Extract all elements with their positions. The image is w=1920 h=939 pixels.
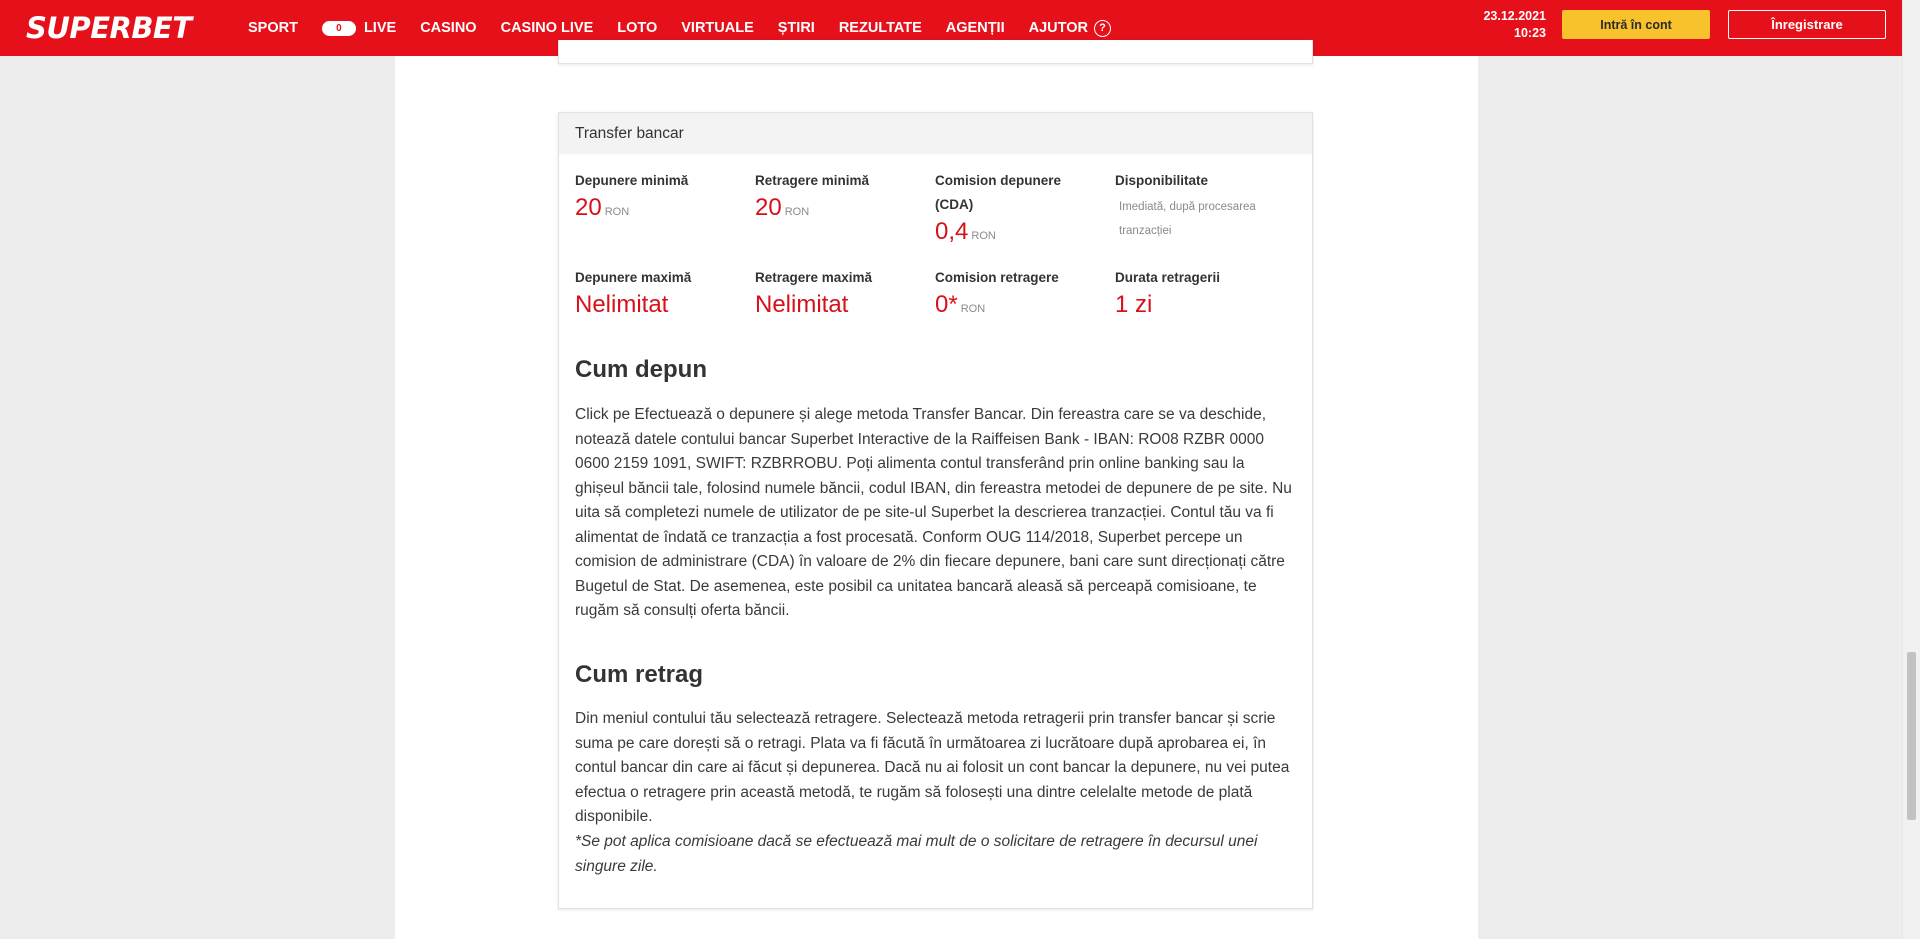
nav-casino-live[interactable]: CASINO LIVE [500,20,594,36]
max-withdraw-value: Nelimitat [755,291,849,318]
min-deposit-label: Depunere minimă [575,173,689,188]
min-deposit-value-row [575,193,745,227]
deposit-fee-stat [935,169,1085,251]
nav-ajutor-label: AJUTOR [1028,20,1088,36]
min-withdraw-label: Retragere minimă [755,173,870,188]
withdraw-fee-value: 0* [935,291,958,318]
nav-loto[interactable]: LOTO [617,20,658,36]
max-withdraw-stat [755,266,925,320]
current-time: 10:23 [1514,26,1546,40]
deposit-fee-label: Comision depunere (CDA) [935,173,1062,212]
withdraw-duration-stat [1115,266,1285,320]
withdraw-fee-note: *Se pot aplica comisioane dacă se efectuează mai mult de o solicitare de retragere în decursul unei singure zile. [575,833,1258,875]
scrollbar-thumb[interactable] [1907,652,1916,820]
withdraw-fee-unit: RON [960,303,986,315]
min-deposit-stat [575,169,745,227]
availability-stat [1115,169,1290,243]
nav-live[interactable] [322,20,396,36]
date-time-display [1460,8,1546,42]
nav-rezultate[interactable]: REZULTATE [838,20,922,36]
max-withdraw-label: Retragere maximă [755,270,873,285]
nav-live-label: LIVE [363,20,397,36]
payment-method-card [558,112,1313,909]
min-withdraw-stat [755,169,925,227]
nav-stiri[interactable]: ȘTIRI [777,20,815,36]
nav-virtuale[interactable]: VIRTUALE [681,20,754,36]
max-deposit-value: Nelimitat [575,291,669,318]
current-date: 23.12.2021 [1483,9,1546,23]
payment-method-title: Transfer bancar [559,113,1312,154]
help-icon: ? [1094,20,1111,37]
min-withdraw-value-row [755,193,925,227]
superbet-logo[interactable]: SUPERBET [26,11,192,45]
withdraw-fee-label: Comision retragere [935,270,1059,285]
withdraw-fee-value-row [935,290,1105,324]
max-deposit-stat [575,266,745,320]
withdraw-duration-label: Durata retragerii [1115,270,1221,285]
withdraw-section-title: Cum retrag [575,661,704,688]
min-deposit-value: 20 [575,194,602,221]
nav-sport[interactable]: SPORT [248,20,298,36]
availability-value: Imediată, după procesarea tranzacției [1119,201,1256,237]
previous-payment-card [558,40,1313,64]
availability-label: Disponibilitate [1115,173,1209,188]
deposit-section-title: Cum depun [575,356,707,383]
withdraw-fee-stat [935,266,1105,324]
withdraw-instructions: Din meniul contului tău selectează retragere. Selectează metoda retragerii prin transfer bancar și scrie suma pe care dorești să o retragi. Plata va fi făcută în următoarea zi lucrătoare după aprobarea ei, în contul bancar din care ai făcut și depunerea. Dacă nu ai folosit un cont bancar la depunere, nu vei putea efectua o retragere prin această metodă, te rugăm să folosești una dintre celelalte metode de plată disponibile. [575,710,1290,825]
deposit-fee-unit: RON [971,230,996,242]
live-count-badge: 0 [322,21,356,36]
nav-agentii[interactable]: AGENȚII [945,20,1005,36]
nav-casino[interactable]: CASINO [420,20,477,36]
deposit-fee-value: 0,4 [935,218,969,245]
nav-ajutor[interactable] [1029,20,1111,37]
deposit-fee-value-row [935,217,1085,251]
min-withdraw-value: 20 [755,194,782,221]
register-button[interactable]: Înregistrare [1728,10,1886,39]
deposit-instructions: Click pe Efectuează o depunere și alege metoda Transfer Bancar. Din fereastra care se va deschide, notează datele contului bancar Superbet Interactive de la Raiffeisen Bank - IBAN: RO08 RZBR 0000 0600 2159 1091, SWIFT: RZBRROBU. Poți alimenta contul transferând prin online banking sau la ghișeul băncii tale, folosind numele băncii, codul IBAN, din fereastra metodei de depunere de pe site. Nu uita să completezi numele de utilizator de pe site-ul Superbet la descrierea tranzacției. Contul tău va fi alimentat de îndată ce tranzacția a fost procesată. Conform OUG 114/2018, Superbet percepe un comision de administrare (CDA) în valoare de 2% din fiecare depunere, bani care sunt direcționați către Bugetul de Stat. De asemenea, este posibil ca unitatea bancară aleasă să perceapă comisioane, te rugăm să consulți oferta băncii. [575,406,1292,619]
min-deposit-unit: RON [604,206,630,218]
min-withdraw-unit: RON [784,206,810,218]
page-scrollbar[interactable] [1902,0,1920,939]
withdraw-duration-value: 1 zi [1115,291,1153,318]
max-deposit-label: Depunere maximă [575,270,692,285]
login-button[interactable]: Intră în cont [1562,10,1710,39]
